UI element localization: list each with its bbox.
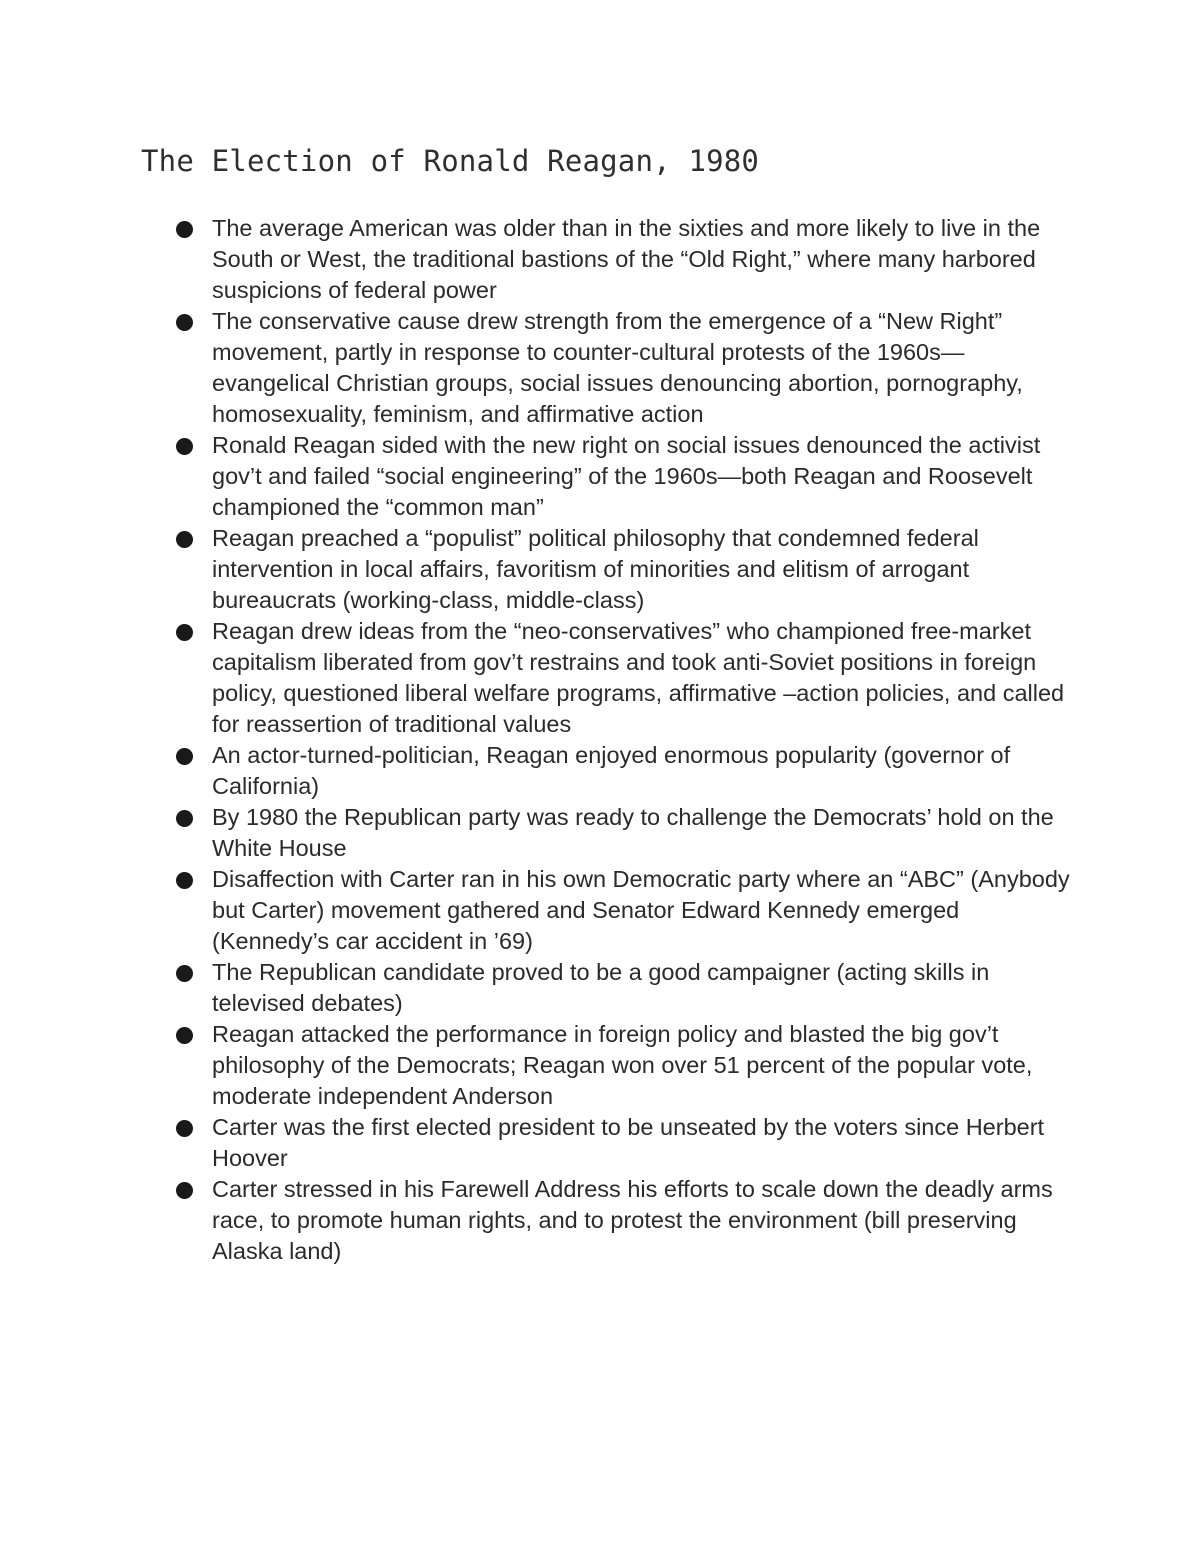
bullet-icon [176,531,193,548]
list-item [176,802,1076,864]
list-item [176,430,1076,523]
bullet-icon [176,1182,193,1199]
list-item-text: The Republican candidate proved to be a good campaigner (acting skills in televised debates) [212,959,990,1016]
list-item-text: Disaffection with Carter ran in his own Democratic party where an “ABC” (Anybody but Carter) movement gathered and Senator Edward Kennedy emerged (Kennedy’s car accident in ’69) [212,866,1070,954]
list-item-text: By 1980 the Republican party was ready to challenge the Democrats’ hold on the White House [212,804,1054,861]
list-item [176,616,1076,740]
bullet-icon [176,438,193,455]
list-item [176,1112,1076,1174]
list-item [176,306,1076,430]
bullet-icon [176,1120,193,1137]
list-item-text: An actor-turned-politician, Reagan enjoyed enormous popularity (governor of California) [212,742,1011,799]
list-item-text: Reagan drew ideas from the “neo-conservatives” who championed free-market capitalism liberated from gov’t restrains and took anti-Soviet positions in foreign policy, questioned liberal welfare programs, affirmative –action policies, and called for reassertion of traditional values [212,618,1065,737]
list-item [176,740,1076,802]
list-item-text: The conservative cause drew strength from the emergence of a “New Right” movement, partly in response to counter-cultural protests of the 1960s—evangelical Christian groups, social issues denouncing abortion, pornography, homosexuality, feminism, and affirmative action [212,308,1023,427]
bullet-icon [176,221,193,238]
list-item-text: Carter stressed in his Farewell Address his efforts to scale down the deadly arms race, to promote human rights, and to protest the environment (bill preserving Alaska land) [212,1176,1053,1264]
bullet-icon [176,810,193,827]
list-item [176,523,1076,616]
list-item [176,213,1076,306]
list-item [176,864,1076,957]
list-item-text: Reagan attacked the performance in foreign policy and blasted the big gov’t philosophy of the Democrats; Reagan won over 51 percent of the popular vote, moderate independent Anderson [212,1021,1033,1109]
page-title: The Election of Ronald Reagan, 1980 [141,144,760,178]
bullet-icon [176,872,193,889]
list-item [176,1019,1076,1112]
bullet-list [176,213,1076,1267]
list-item [176,1174,1076,1267]
list-item-text: Reagan preached a “populist” political philosophy that condemned federal intervention in local affairs, favoritism of minorities and elitism of arrogant bureaucrats (working-class, middle-class) [212,525,979,613]
bullet-icon [176,1027,193,1044]
bullet-icon [176,624,193,641]
list-item [176,957,1076,1019]
bullet-icon [176,748,193,765]
bullet-icon [176,965,193,982]
list-item-text: Ronald Reagan sided with the new right on social issues denounced the activist gov’t and failed “social engineering” of the 1960s—both Reagan and Roosevelt championed the “common man” [212,432,1041,520]
bullet-icon [176,314,193,331]
list-item-text: Carter was the first elected president to be unseated by the voters since Herbert Hoover [212,1114,1045,1171]
list-item-text: The average American was older than in the sixties and more likely to live in the South or West, the traditional bastions of the “Old Right,” where many harbored suspicions of federal power [212,215,1041,303]
